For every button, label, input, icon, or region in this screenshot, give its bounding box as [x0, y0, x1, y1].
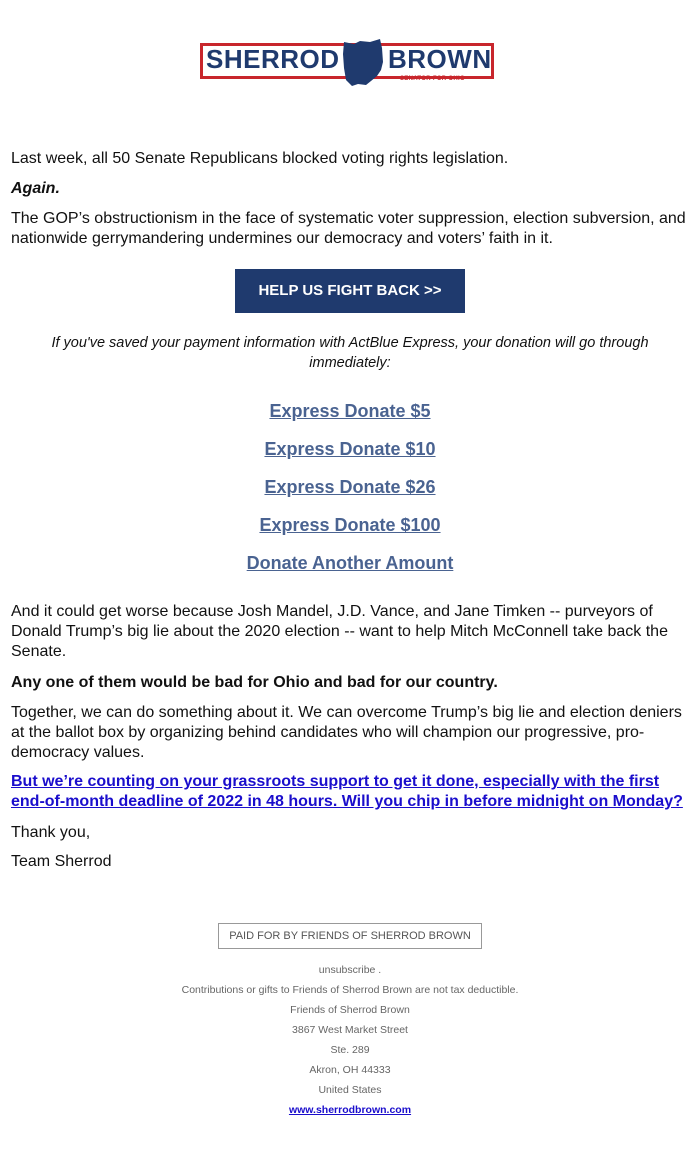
- paragraph-could-get-worse: And it could get worse because Josh Mandel, J.D. Vance, and Jane Timken -- purveyors of Donald Trump’s big lie about the 2020 election -- want to help Mitch McConnell take back the Senate.: [11, 603, 668, 660]
- footer-street: 3867 West Market Street: [292, 1024, 408, 1036]
- tax-disclaimer: Contributions or gifts to Friends of Sherrod Brown are not tax deductible.: [181, 984, 519, 996]
- logo-text-left: SHERROD: [206, 44, 340, 74]
- logo-text-right: BROWN: [388, 44, 492, 74]
- sherrod-brown-logo: [200, 38, 500, 88]
- website-link[interactable]: www.sherrodbrown.com: [288, 1104, 412, 1116]
- express-donate-5-link[interactable]: Express Donate $5: [269, 401, 431, 421]
- footer-org-name: Friends of Sherrod Brown: [290, 1004, 410, 1016]
- paragraph-bad-for-ohio: Any one of them would be bad for Ohio and bad for our country.: [11, 674, 498, 691]
- help-us-fight-back-button[interactable]: HELP US FIGHT BACK >>: [235, 269, 465, 313]
- footer-city: Akron, OH 44333: [309, 1064, 391, 1076]
- footer-country: United States: [318, 1084, 382, 1096]
- grassroots-support-link[interactable]: But we’re counting on your grassroots support to get it done, especially with the first end-of-month deadline of 2022 in 48 hours. Will you chip in before midnight on Monday?: [11, 773, 683, 810]
- express-donate-100-link[interactable]: Express Donate $100: [259, 515, 441, 535]
- paragraph-grassroots-link-wrap: [11, 772, 691, 812]
- express-donate-10-link[interactable]: Express Donate $10: [264, 439, 436, 459]
- logo-tagline: SENATOR FOR OHIO: [400, 76, 465, 82]
- express-donate-26-link[interactable]: Express Donate $26: [264, 477, 436, 497]
- actblue-express-note: If you've saved your payment information with ActBlue Express, your donation will go through immediately:: [51, 335, 649, 371]
- ohio-state-icon: [340, 38, 386, 88]
- paragraph-gop-obstructionism: The GOP’s obstructionism in the face of systematic voter suppression, election subversion, and nationwide gerrymandering undermines our democracy and voters’ faith in it.: [11, 210, 686, 247]
- paragraph-voting-rights: Last week, all 50 Senate Republicans blocked voting rights legislation.: [11, 150, 509, 167]
- paragraph-together: Together, we can do something about it. We can overcome Trump’s big lie and election deniers at the ballot box by organizing behind candidates who will champion our progressive, pro-democracy values.: [11, 704, 682, 761]
- unsubscribe-link[interactable]: unsubscribe .: [318, 964, 382, 976]
- footer-suite: Ste. 289: [330, 1044, 370, 1056]
- signature-team-sherrod: Team Sherrod: [11, 853, 112, 870]
- closing-thank-you: Thank you,: [11, 824, 91, 841]
- paragraph-again: Again.: [11, 180, 60, 197]
- donate-another-amount-link[interactable]: Donate Another Amount: [246, 553, 454, 573]
- paid-for-disclaimer: PAID FOR BY FRIENDS OF SHERROD BROWN: [218, 923, 482, 949]
- footer-website-wrap: [0, 1103, 700, 1117]
